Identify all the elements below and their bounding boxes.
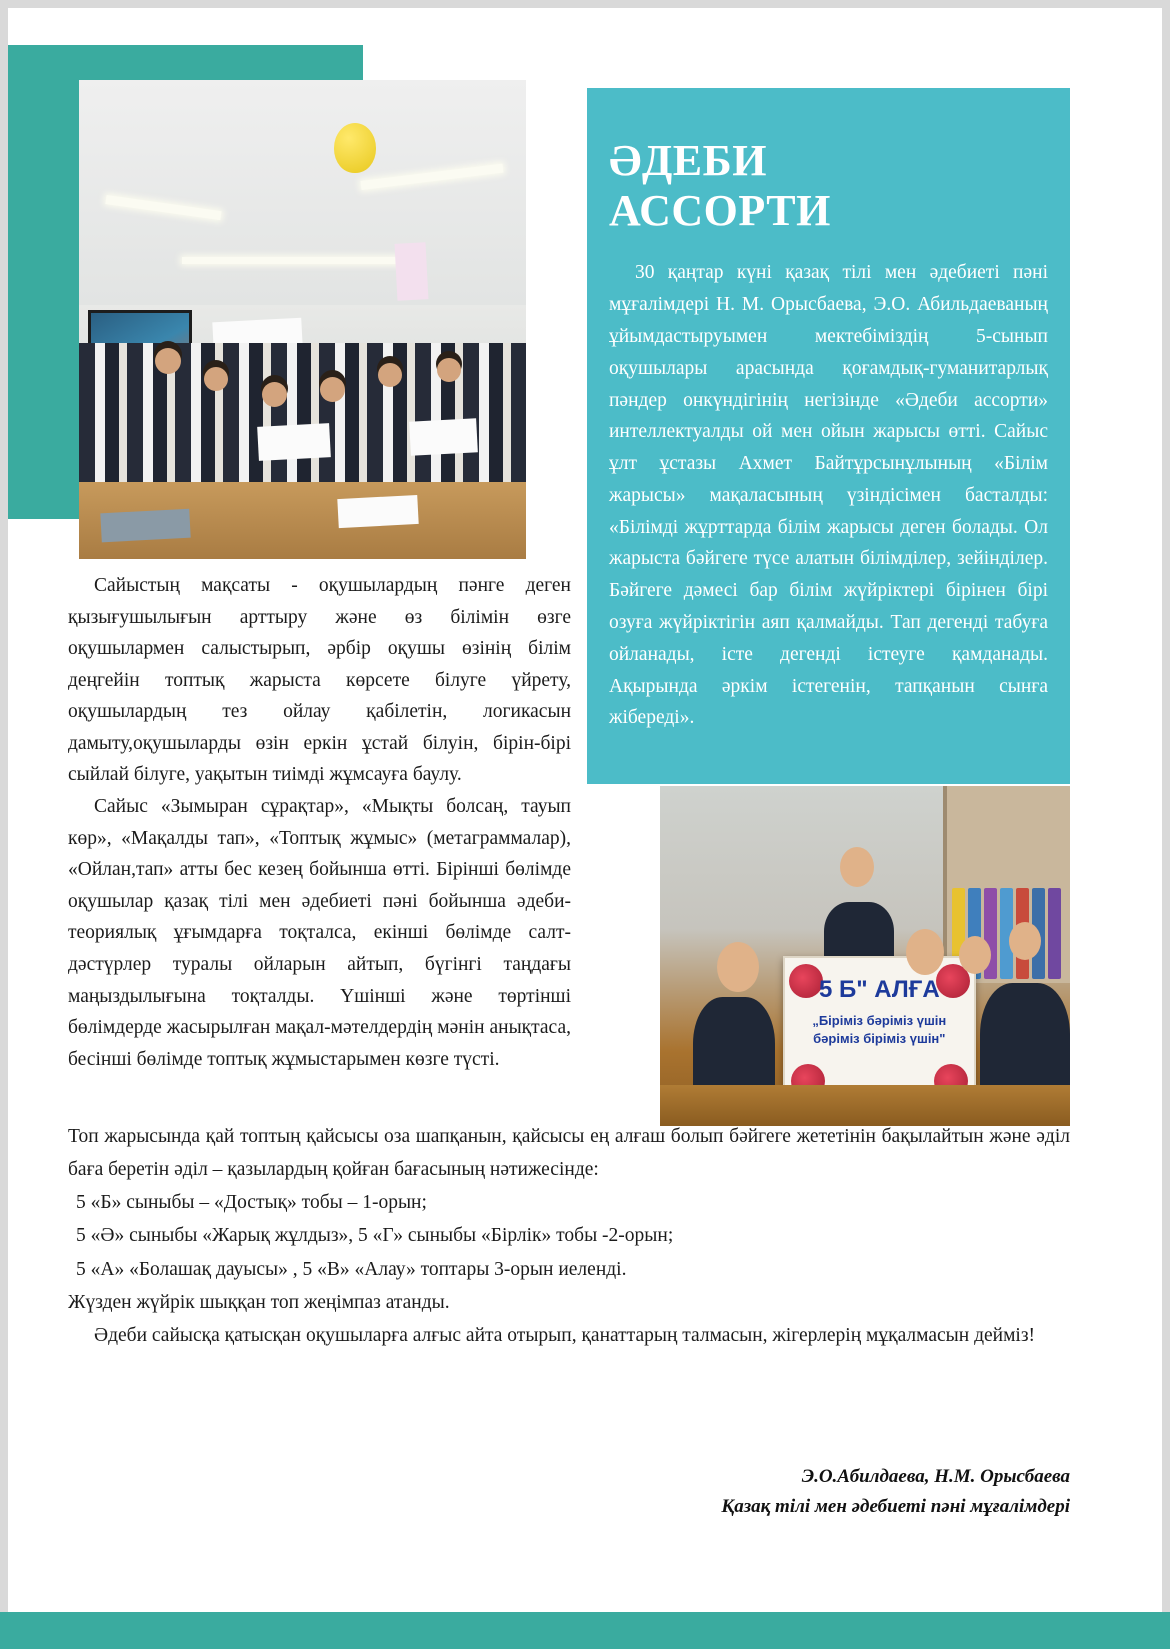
poster-text-block xyxy=(785,976,974,1046)
result-item: 5 «Б» сыныбы – «Достық» тобы – 1-орын; xyxy=(76,1192,427,1214)
result-item: 5 «Ә» сыныбы «Жарық жұлдыз», 5 «Г» сыныбы «Бірлік» тобы -2-орын; xyxy=(76,1225,674,1247)
photo-student-face xyxy=(1009,922,1041,960)
result-item: 5 «А» «Болашақ дауысы» , 5 «В» «Алау» топтары 3-орын иеленді. xyxy=(76,1258,627,1280)
poster-line-2: „Біріміз бәріміз үшін xyxy=(812,1012,947,1028)
winner-note: Жүзден жүйрік шыққан топ жеңімпаз атанды. xyxy=(68,1291,450,1313)
photo-certificate xyxy=(257,423,330,460)
photo-person-head xyxy=(262,382,287,407)
page-title xyxy=(609,136,1048,235)
page-top-gutter xyxy=(0,0,1170,8)
left-paragraph-2: Сайыс «Зымыран сұрақтар», «Мықты болсаң, тауып көр», «Мақалды тап», «Топтық жұмыс» (метаграммалар), «Ойлан,тап» атты бес кезең бойынша өтті. Бірінші бөлімде оқушылар қазақ тілі мен әдебиеті пәні бойынша әдеби-теориялық ұғымдарға тоқталса, екінші бөлімде салт-дәстүрлер туралы ойларын айтып, бүгінгі таңдағы маңыздылығына тоқталды. Үшінші және төртінші бөлімдерде жасырылған мақал-мәтелдердің мәнін анықтаса, бесінші бөлімде топтық жұмыстарымен көзге түсті. xyxy=(68,796,571,1070)
poster-photo xyxy=(660,786,1070,1126)
signature-authors: Э.О.Абилдаева, Н.М. Орысбаева xyxy=(801,1466,1070,1487)
signature-role: Қазақ тілі мен әдебиеті пәні мұғалімдері xyxy=(721,1496,1070,1518)
page-left-gutter xyxy=(0,0,8,1649)
photo-backpack xyxy=(101,509,192,542)
closing-paragraph: Әдеби сайысқа қатысқан оқушыларға алғыс айта отырып, қанаттарың талмасын, жігерлерің мұқалмасын дейміз! xyxy=(94,1324,1036,1346)
classroom-poster xyxy=(783,956,976,1106)
poster-line-1: 5 Б" АЛҒА xyxy=(818,975,940,1003)
author-signature xyxy=(68,1462,1070,1523)
balloon-icon xyxy=(334,123,376,173)
left-paragraph-1: Сайыстың мақсаты - оқушылардың пәнге деген қызығушылығын арттыру және өз білімін өзге оқушылармен салыстырып, әрбір оқушы өзінің білім деңгейін топтық жарыста көрсете білуге үйрету, оқушылардың тез ойлау қабілетін, логикасын дамыту,оқушыларды өзін еркін ұстай білуін, бірін-бірі сыйлай білуге, уақытын тиімді жұмсауға баулу. xyxy=(68,575,571,786)
photo-desk-paper xyxy=(338,495,420,528)
page-title-line2: АССОРТИ xyxy=(609,185,831,235)
panel-body-text: 30 қаңтар күні қазақ тілі мен әдебиеті пәні мұғалімдері Н. М. Орысбаева, Э.О. Абильдаеваның ұйымдастыруымен мектебіміздің 5-сынып оқушылары арасында қоғамдық-гуманитарлық пәндер онкүндігінің негізінде «Әдеби ассорти» интеллектуалды ой мен ойын жарысы өтті. Сайыс ұлт ұстазы Ахмет Байтұрсынұлының «Білім жарысы» мақаласының үзіндісімен басталды: «Білімді жұрттарда білім жарысы деген болады. Ол жарыста бәйгеге түсе алатын білімділер, зейінділер. Бәйгеге дәмесі бар білім жүйріктері бірінен бірі озуға жүйріктігін аяп қалмайды. Тап дегенді табуға ойланады, істе дегенді істеуге қамданады. Ақырында әркім істегенін, тапқанын сынға жібереді». xyxy=(609,262,1048,729)
photo-student-face xyxy=(906,929,944,975)
group-photo xyxy=(79,80,526,559)
results-intro-paragraph: Топ жарысында қай топтың қайсысы оза шапқанын, қайсысы ең алғаш болып бәйгеге жететінін бақылайтын және әділ баға беретін әділ – қазылардың қойған бағасының нәтижесінде: xyxy=(68,1126,1070,1181)
photo-certificate xyxy=(409,418,478,455)
photo-person-head xyxy=(378,363,402,387)
left-article-column xyxy=(68,570,571,1075)
photo-binder xyxy=(1048,888,1062,979)
full-width-article-section xyxy=(68,1120,1070,1352)
photo-student-face xyxy=(959,936,991,974)
poster-line-3: бәріміз біріміз үшін" xyxy=(813,1030,946,1046)
photo-person-head xyxy=(437,358,461,382)
photo-ceiling xyxy=(79,80,526,305)
feature-panel xyxy=(587,88,1070,784)
photo-hanging-card xyxy=(395,242,429,301)
photo-ceiling-lamp xyxy=(182,257,414,264)
page-right-gutter xyxy=(1162,0,1170,1649)
footer-bar xyxy=(0,1612,1170,1649)
page-title-line1: ӘДЕБИ xyxy=(609,136,767,185)
